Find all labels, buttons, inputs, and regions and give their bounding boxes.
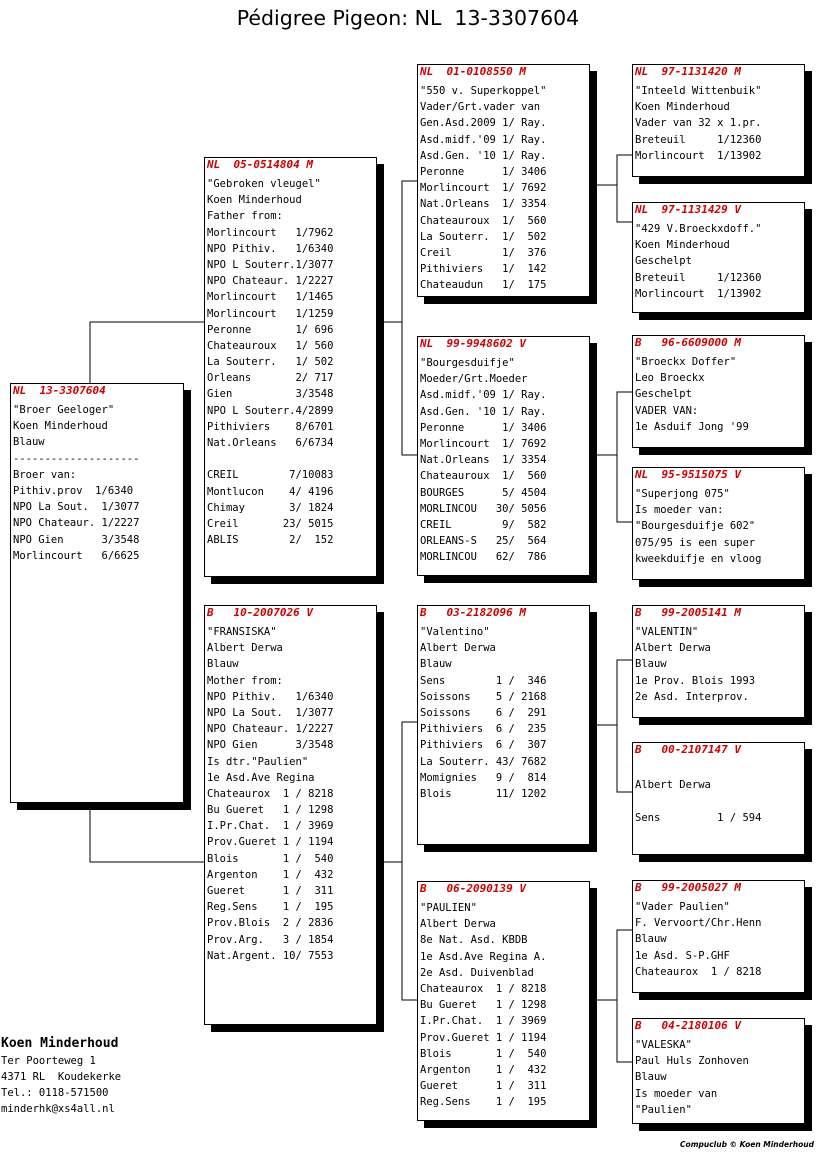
detail-line: Peronne 1/ 696 [207,323,334,336]
detail-line: Vader/Grt.vader van [420,101,541,114]
detail-line: BOURGES 5/ 4504 [420,486,547,499]
detail-line: "Vader Paulien" [635,901,730,913]
detail-line: Prov.Gueret 1 / 1194 [420,1031,547,1044]
pigeon-card-father-father [417,64,590,297]
detail-line: F. Vervoort/Chr.Henn [635,917,762,930]
detail-line: 1e Asd.Ave Regina [207,771,315,784]
detail-line: Chateaurox 1 / 8218 [635,965,762,978]
pigeon-details [635,354,802,435]
pigeon-card-father-mother [417,336,590,576]
pigeon-details [635,1037,802,1118]
detail-line: Pithiviers 1/ 142 [420,263,547,276]
detail-line: Koen Minderhoud [207,194,302,207]
detail-line: Asd.midf.'09 1/ Ray. [420,133,547,146]
detail-line: "Superjong 075" [635,488,730,500]
detail-line: kweekduifje en vloog [635,552,762,565]
ring-number: NL 13-3307604 [13,384,106,397]
detail-line: Father from: [207,210,283,223]
detail-line: Morlincourt 1/13902 [635,149,762,162]
detail-line: Morlincourt 1/1259 [207,307,334,320]
detail-line: Chimay 3/ 1824 [207,501,334,514]
detail-line: Nat.Orleans 6/6734 [207,437,334,449]
detail-line: Chateauroux 1/ 560 [420,214,547,227]
detail-line: NPO Gien 3/3548 [13,533,140,546]
ring-number: NL 01-0108550 M [420,65,526,78]
detail-line: I.Pr.Chat. 1 / 3969 [420,1015,547,1028]
detail-line: NPO L Souterr.4/2899 [207,404,334,417]
pigeon-details [420,83,587,293]
pigeon-card-fmm [632,467,805,580]
detail-line: NPO Chateaur. 1/2227 [13,517,140,530]
detail-line: La Souterr. 1/ 502 [207,356,334,369]
ring-number: B 10-2007026 V [207,606,313,619]
detail-line: NPO La Sout. 1/3077 [13,501,140,514]
detail-line: Blauw [420,658,452,671]
detail-line: "Paulien" [635,1103,692,1116]
detail-line: "Broeckx Doffer" [635,356,737,368]
pigeon-details [207,176,374,548]
detail-line: 1e Asduif Jong '99 [635,420,749,433]
pigeon-details [13,402,181,564]
detail-line: Morlincourt 1/1465 [207,291,334,304]
detail-line: Mother from: [207,674,283,687]
detail-line: 1e Asd. S-P.GHF [635,949,730,962]
pigeon-details [635,83,802,164]
pigeon-details [420,900,587,1110]
detail-line: 2e Asd. Interprov. [635,690,749,703]
detail-line: "VALESKA" [635,1039,692,1051]
pigeon-card-fmf [632,335,805,448]
detail-line: Creil 23/ 5015 [207,517,334,530]
detail-line: Momignies 9 / 814 [420,771,547,784]
detail-line: Koen Minderhoud [635,101,730,114]
detail-line: 8e Nat. Asd. KBDB [420,934,528,947]
detail-line: La Souterr. 43/ 7682 [420,755,547,768]
pigeon-card-mother-father [417,605,590,845]
ring-number: B 04-2180106 V [635,1019,741,1032]
detail-line: Asd.Gen. '10 1/ Ray. [420,405,547,418]
detail-line: Pithiv.prov 1/6340 [13,484,134,497]
owner-info [1,1035,121,1117]
detail-line: Breteuil 1/12360 [635,133,762,146]
detail-line: Prov.Gueret 1 / 1194 [207,836,334,849]
detail-line: Morlincourt 1/7962 [207,226,334,239]
detail-line: "Gebroken vleugel" [207,178,321,190]
detail-line: MORLINCOU 62/ 786 [420,551,547,564]
detail-line: Chateaudun 1/ 175 [420,279,547,292]
pigeon-card-ffm [632,202,805,313]
detail-line: "FRANSISKA" [207,626,277,638]
ring-number: NL 97-1131429 V [635,203,741,216]
detail-line: Nat.Orleans 1/ 3354 [420,198,547,211]
detail-line: ABLIS 2/ 152 [207,534,334,547]
detail-line: Geschelpt [635,255,692,268]
detail-line: Peronne 1/ 3406 [420,421,547,434]
detail-line: Asd.Gen. '10 1/ Ray. [420,149,547,162]
detail-line: Blois 1 / 540 [420,1047,547,1060]
pigeon-card-mff [632,605,805,718]
detail-line: Albert Derwa [420,642,496,655]
pigeon-details [635,486,802,567]
detail-line: Blauw [635,933,667,946]
detail-line: NPO Chateaur. 1/2227 [207,723,334,736]
detail-line: Asd.midf.'09 1/ Ray. [420,389,547,402]
pigeon-card-subject [10,383,184,803]
detail-line: Morlincourt 1/ 7692 [420,182,547,195]
detail-line: Bu Gueret 1 / 1298 [207,804,334,817]
pigeon-card-mother-mother [417,881,590,1121]
detail-line: NPO Pithiv. 1/6340 [207,242,334,255]
detail-line: "Inteeld Wittenbuik" [635,85,762,97]
detail-line: Leo Broeckx [635,372,705,385]
pigeon-card-mfm [632,742,805,855]
detail-line: Morlincourt 6/6625 [13,549,140,562]
detail-line: Blauw [635,658,667,671]
detail-line: Morlincourt 1/13902 [635,287,762,300]
detail-line: Blauw [207,658,239,671]
detail-line: Argenton 1 / 432 [420,1063,547,1076]
detail-line: VADER VAN: [635,404,699,417]
detail-line: 2e Asd. Duivenblad [420,966,534,979]
detail-line: Sens 1 / 594 [635,811,762,824]
pigeon-card-father [204,157,377,577]
detail-line: Chateauroux 1/ 560 [420,470,547,483]
detail-line: La Souterr. 1/ 502 [420,230,547,243]
detail-line: 075/95 is een super [635,536,756,549]
detail-line: Broer van: [13,468,77,481]
detail-line [635,793,802,809]
detail-line: Montlucon 4/ 4196 [207,485,334,498]
detail-line: CREIL 7/10083 [207,469,334,482]
pigeon-card-mmm [632,1018,805,1124]
page-title: Pédigree Pigeon: NL 13-3307604 [236,6,580,30]
detail-line: "PAULIEN" [420,902,477,914]
detail-line: Sens 1 / 346 [420,674,547,687]
detail-line: Bu Gueret 1 / 1298 [420,999,547,1012]
detail-line: "Broer Geeloger" [13,404,115,416]
pigeon-card-mother [204,605,377,1025]
detail-line [207,451,374,467]
detail-line: Blois 1 / 540 [207,852,334,865]
ring-number: B 99-2005027 M [635,881,741,894]
detail-line: "429 V.Broeckxdoff." [635,223,762,235]
ring-number: NL 95-9515075 V [635,468,741,481]
owner-address-line: Ter Poorteweg 1 [1,1055,96,1067]
pigeon-details [635,221,802,302]
detail-line: Paul Huls Zonhoven [635,1055,749,1068]
pigeon-card-fff [632,64,805,177]
detail-line: Gueret 1 / 311 [207,885,334,897]
detail-line: Orleans 2/ 717 [207,372,334,385]
detail-line: Prov.Arg. 3 / 1854 [207,933,334,946]
detail-line: Chateauroux 1/ 560 [207,339,334,352]
pigeon-details [420,624,587,802]
detail-line: Breteuil 1/12360 [635,271,762,284]
detail-line: Prov.Blois 2 / 2836 [207,917,334,930]
detail-line: Gien 3/3548 [207,388,334,401]
detail-line: I.Pr.Chat. 1 / 3969 [207,820,334,833]
detail-line: Blauw [635,1071,667,1084]
ring-number: NL 99-9948602 V [420,337,526,350]
detail-line: Albert Derwa [420,918,496,931]
ring-number: NL 97-1131420 M [635,65,741,78]
ring-number: NL 05-0514804 M [207,158,313,171]
detail-line: "Bourgesduifje 602" [635,520,756,533]
detail-line: 1e Prov. Blois 1993 [635,674,756,687]
detail-line: Soissons 5 / 2168 [420,690,547,703]
detail-line: Peronne 1/ 3406 [420,165,547,178]
detail-line: Koen Minderhoud [13,420,108,433]
detail-line: Geschelpt [635,388,692,401]
detail-line: Chateaurox 1 / 8218 [207,787,334,800]
detail-line: "Valentino" [420,626,490,638]
detail-line: NPO Pithiv. 1/6340 [207,690,334,703]
pigeon-card-mmf [632,880,805,993]
ring-number: B 96-6609000 M [635,336,741,349]
ring-number: B 03-2182096 M [420,606,526,619]
pigeon-details [635,761,802,826]
detail-line: Argenton 1 / 432 [207,868,334,881]
detail-line [635,761,802,777]
detail-line: Koen Minderhoud [635,239,730,252]
ring-number: B 99-2005141 M [635,606,741,619]
owner-address-line: 4371 RL Koudekerke [1,1071,122,1083]
footer-credit: Compuclub © Koen Minderhoud [680,1140,814,1149]
detail-line: Is dtr."Paulien" [207,755,309,768]
detail-line: NPO La Sout. 1/3077 [207,706,334,719]
detail-line: Pithiviers 8/6701 [207,420,334,433]
detail-line: Reg.Sens 1 / 195 [207,901,334,914]
detail-line: -------------------- [13,452,140,465]
detail-line: Pithiviers 6 / 235 [420,723,547,736]
detail-line: Albert Derwa [207,642,283,655]
detail-line: Soissons 6 / 291 [420,706,547,719]
detail-line: Is moeder van [635,1087,718,1100]
detail-line: Moeder/Grt.Moeder [420,373,528,386]
pigeon-details [635,624,802,705]
detail-line: Albert Derwa [635,779,711,792]
detail-line: Morlincourt 1/ 7692 [420,437,547,450]
detail-line: NPO Chateaur. 1/2227 [207,275,334,288]
owner-name: Koen Minderhoud [1,1036,119,1051]
detail-line: Gen.Asd.2009 1/ Ray. [420,117,547,130]
ring-number: B 06-2090139 V [420,882,526,895]
pigeon-details [420,355,587,565]
detail-line: Albert Derwa [635,642,711,655]
owner-phone: Tel.: 0118-571500 [1,1087,109,1099]
detail-line: CREIL 9/ 582 [420,518,547,531]
detail-line: MORLINCOU 30/ 5056 [420,502,547,515]
detail-line: Reg.Sens 1 / 195 [420,1096,547,1109]
detail-line: Gueret 1 / 311 [420,1080,547,1093]
detail-line: Vader van 32 x 1.pr. [635,117,762,130]
detail-line: Nat.Argent. 10/ 7553 [207,949,334,962]
detail-line: Is moeder van: [635,504,724,517]
detail-line: NPO L Souterr.1/3077 [207,258,334,271]
detail-line: Chateaurox 1 / 8218 [420,982,547,995]
detail-line: Creil 1/ 376 [420,246,547,259]
detail-line: Pithiviers 6 / 307 [420,739,547,752]
pigeon-details [207,624,374,964]
detail-line: Blauw [13,436,45,449]
detail-line: 1e Asd.Ave Regina A. [420,950,547,963]
detail-line: "VALENTIN" [635,626,699,638]
detail-line: "Bourgesduifje" [420,357,515,369]
detail-line: Nat.Orleans 1/ 3354 [420,454,547,467]
detail-line: Blois 11/ 1202 [420,787,547,800]
ring-number: B 00-2107147 V [635,743,741,756]
detail-line: NPO Gien 3/3548 [207,739,334,752]
detail-line: "550 v. Superkoppel" [420,85,547,97]
pigeon-details [635,899,802,980]
detail-line: ORLEANS-S 25/ 564 [420,535,547,548]
owner-email: minderhk@xs4all.nl [1,1103,115,1115]
